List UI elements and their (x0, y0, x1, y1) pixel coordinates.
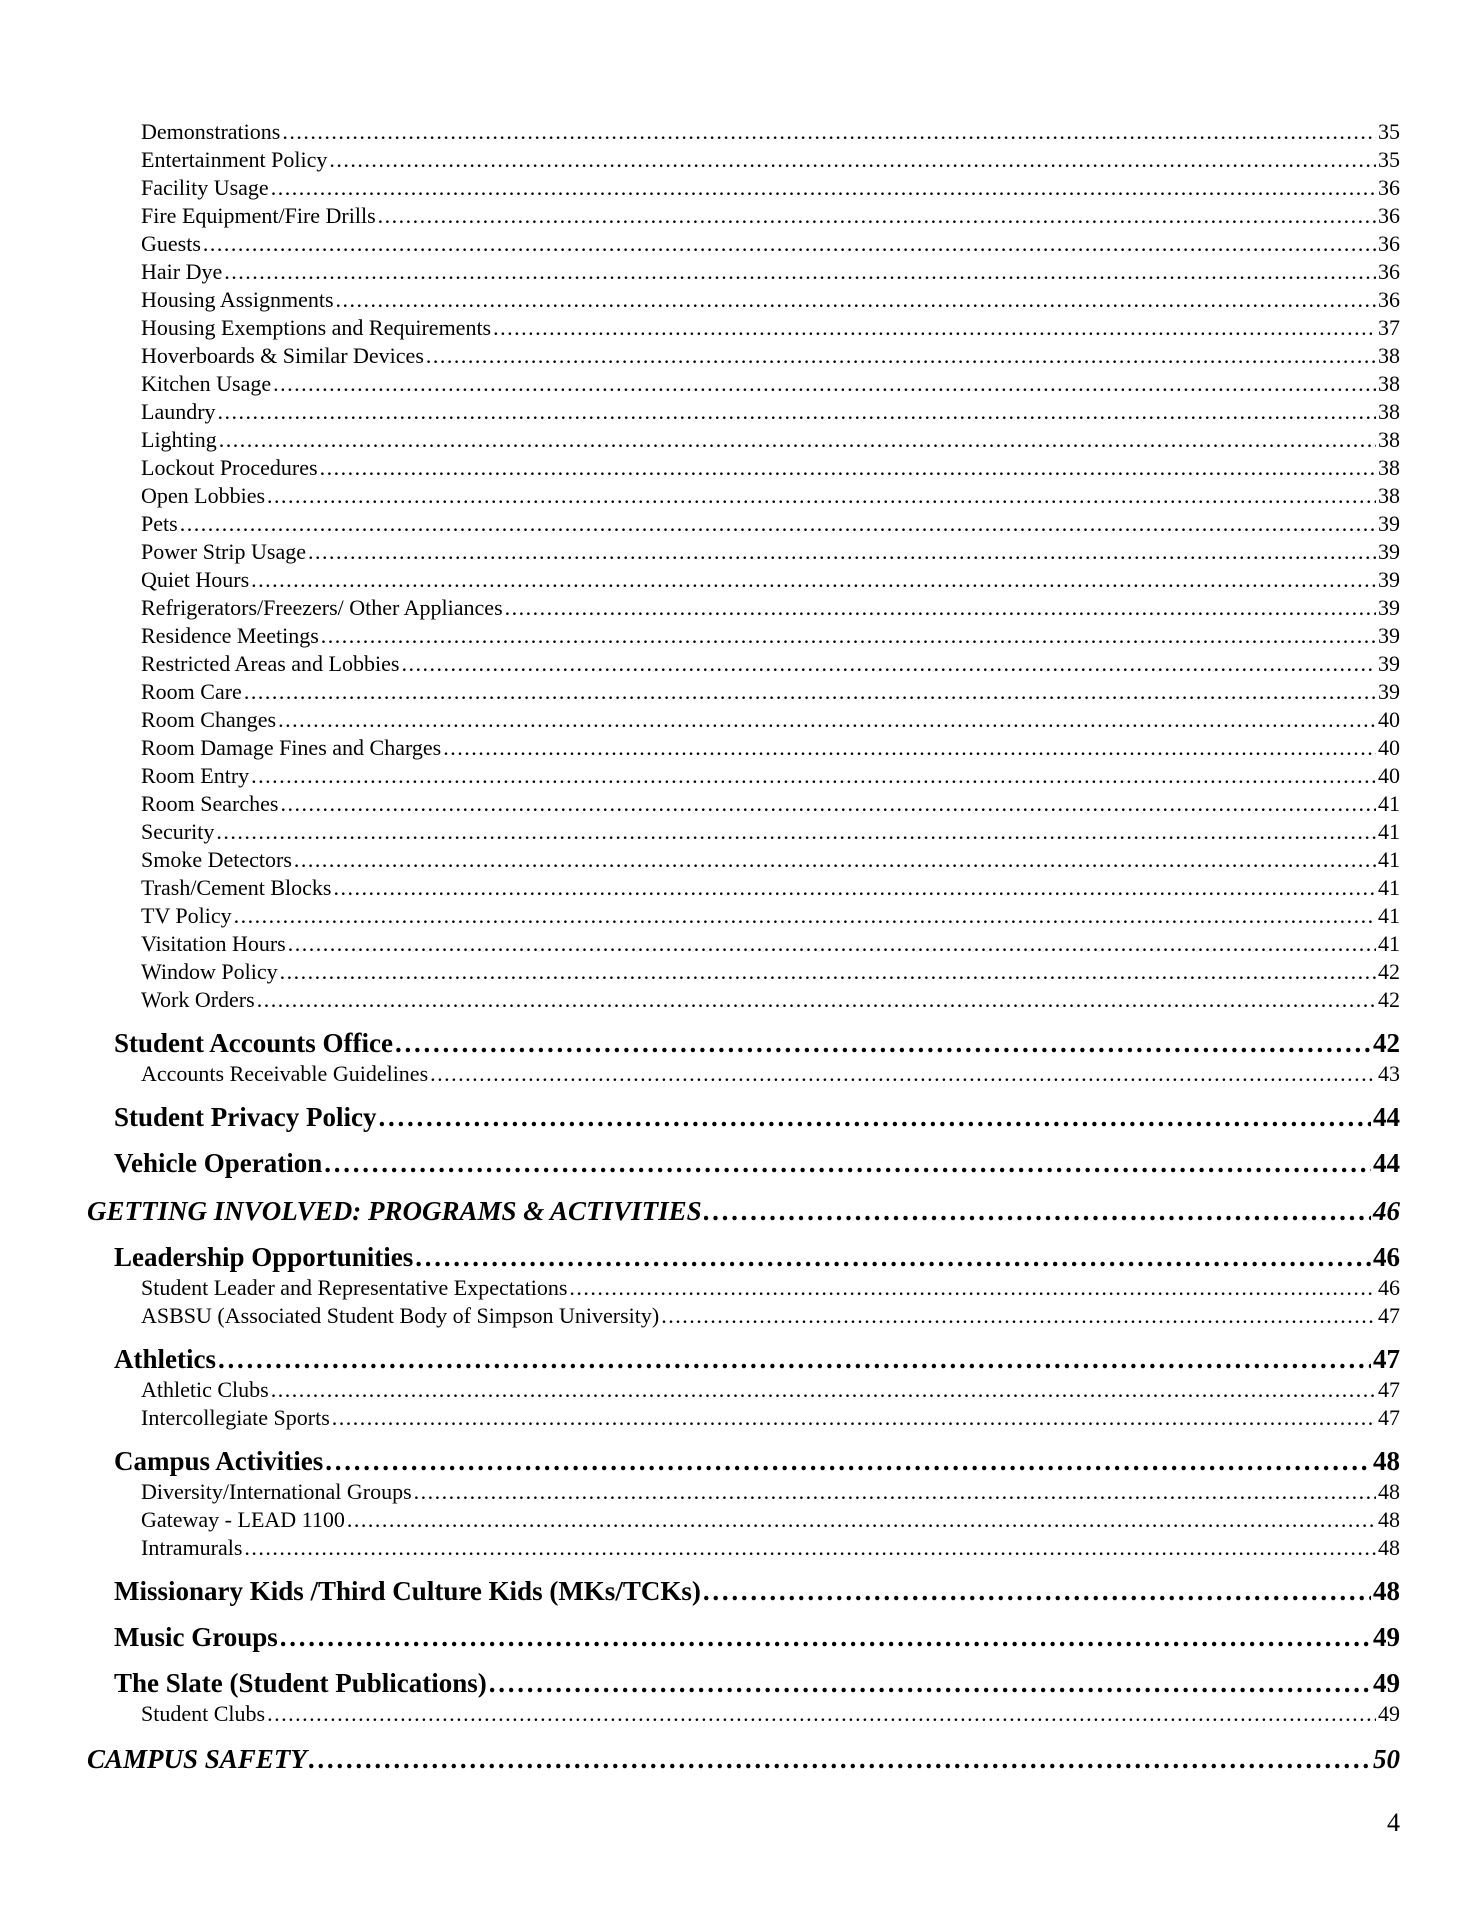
toc-subsection-heading[interactable] (0, 1342, 1484, 1376)
dot-leader (280, 1620, 1371, 1654)
dot-leader (288, 930, 1376, 958)
toc-entry-page: 48 (1373, 1446, 1400, 1476)
dot-leader (320, 454, 1376, 482)
toc-entry-title: Gateway - LEAD 1100 (141, 1507, 345, 1532)
toc-entry[interactable] (0, 538, 1484, 566)
toc-entry[interactable] (0, 622, 1484, 650)
toc-entry[interactable] (0, 930, 1484, 958)
dot-leader (278, 706, 1376, 734)
toc-entry[interactable] (0, 1700, 1484, 1728)
toc-entry-title: Visitation Hours (141, 931, 286, 956)
toc-entry[interactable] (0, 1506, 1484, 1534)
toc-entry-page: 43 (1378, 1061, 1400, 1086)
toc-entry-page: 41 (1378, 903, 1400, 928)
toc-entry[interactable] (0, 818, 1484, 846)
toc-entry-page: 47 (1378, 1377, 1400, 1402)
dot-leader (219, 426, 1376, 454)
page-number: 4 (1387, 1808, 1400, 1837)
dot-leader (569, 1274, 1376, 1302)
dot-leader (325, 1444, 1371, 1478)
toc-entry-title: Accounts Receivable Guidelines (141, 1061, 429, 1086)
dot-leader (309, 1742, 1371, 1776)
toc-entry-title: Restricted Areas and Lobbies (141, 651, 400, 676)
dot-leader (251, 762, 1376, 790)
toc-entry-title: Residence Meetings (141, 623, 319, 648)
dot-leader (267, 1700, 1376, 1728)
toc-entry-title: Open Lobbies (141, 483, 266, 508)
toc-entry-page: 36 (1378, 231, 1400, 256)
toc-entry-page: 44 (1373, 1102, 1400, 1132)
toc-entry-page: 35 (1378, 147, 1400, 172)
toc-entry[interactable] (0, 230, 1484, 258)
toc-entry-page: 49 (1378, 1701, 1400, 1726)
toc-subsection-heading[interactable] (0, 1620, 1484, 1654)
toc-entry-title: Intercollegiate Sports (141, 1405, 330, 1430)
toc-subsection-heading[interactable] (0, 1026, 1484, 1060)
toc-entry-page: 38 (1378, 371, 1400, 396)
dot-leader (216, 818, 1376, 846)
toc-entry[interactable] (0, 874, 1484, 902)
toc-entry-page: 46 (1373, 1196, 1400, 1226)
toc-subsection-heading[interactable] (0, 1666, 1484, 1700)
toc-entry-page: 38 (1378, 427, 1400, 452)
toc-entry-page: 37 (1378, 315, 1400, 340)
toc-entry-title: Power Strip Usage (141, 539, 306, 564)
toc-entry[interactable] (0, 370, 1484, 398)
dot-leader (336, 286, 1376, 314)
toc-entry-title: Student Accounts Office (114, 1028, 393, 1058)
dot-leader (244, 1534, 1376, 1562)
toc-section-heading[interactable] (0, 1194, 1484, 1228)
toc-entry-title: Missionary Kids /Third Culture Kids (MKs/TCKs) (114, 1576, 701, 1606)
toc-entry-title: Smoke Detectors (141, 847, 292, 872)
toc-entry-title: Leadership Opportunities (114, 1242, 414, 1272)
toc-entry-page: 38 (1378, 455, 1400, 480)
toc-entry-title: Guests (141, 231, 201, 256)
toc-entry[interactable] (0, 902, 1484, 930)
dot-leader (661, 1302, 1376, 1330)
toc-entry[interactable] (0, 286, 1484, 314)
toc-section-heading[interactable] (0, 1742, 1484, 1776)
dot-leader (271, 1376, 1376, 1404)
dot-leader (704, 1194, 1371, 1228)
toc-entry[interactable] (0, 426, 1484, 454)
toc-entry-page: 49 (1373, 1668, 1400, 1698)
toc-entry-title: Laundry (141, 399, 216, 424)
toc-entry-page: 39 (1378, 539, 1400, 564)
toc-entry-title: Refrigerators/Freezers/ Other Appliances (141, 595, 503, 620)
toc-entry[interactable] (0, 482, 1484, 510)
toc-entry[interactable] (0, 342, 1484, 370)
toc-entry-title: Music Groups (114, 1622, 278, 1652)
toc-entry-page: 39 (1378, 651, 1400, 676)
toc-entry[interactable] (0, 314, 1484, 342)
toc-entry[interactable] (0, 1060, 1484, 1088)
toc-entry-page: 41 (1378, 875, 1400, 900)
dot-leader (273, 370, 1376, 398)
toc-entry-title: Housing Exemptions and Requirements (141, 315, 492, 340)
toc-entry-title: Student Leader and Representative Expectations (141, 1275, 568, 1300)
toc-entry-title: Diversity/International Groups (141, 1479, 412, 1504)
toc-entry[interactable] (0, 650, 1484, 678)
toc-entry-page: 48 (1378, 1479, 1400, 1504)
toc-entry[interactable] (0, 734, 1484, 762)
toc-entry-page: 46 (1378, 1275, 1400, 1300)
toc-entry[interactable] (0, 846, 1484, 874)
toc-entry-page: 48 (1378, 1507, 1400, 1532)
toc-entry-title: Facility Usage (141, 175, 269, 200)
toc-entry[interactable] (0, 1302, 1484, 1330)
dot-leader (294, 846, 1376, 874)
toc-entry-page: 50 (1373, 1744, 1400, 1774)
dot-leader (443, 734, 1376, 762)
toc-entry-page: 40 (1378, 707, 1400, 732)
toc-entry[interactable] (0, 118, 1484, 146)
toc-entry[interactable] (0, 594, 1484, 622)
toc-entry-page: 40 (1378, 735, 1400, 760)
toc-entry-page: 41 (1378, 819, 1400, 844)
dot-leader (426, 342, 1376, 370)
toc-entry[interactable] (0, 454, 1484, 482)
dot-leader (218, 398, 1376, 426)
toc-entry-title: Pets (141, 511, 178, 536)
toc-entry[interactable] (0, 1404, 1484, 1432)
toc-entry[interactable] (0, 706, 1484, 734)
dot-leader (271, 174, 1376, 202)
toc-entry-title: Room Care (141, 679, 242, 704)
toc-entry-page: 39 (1378, 511, 1400, 536)
dot-leader (244, 678, 1376, 706)
toc-entry-title: CAMPUS SAFETY (87, 1744, 307, 1774)
toc-entry-title: Lockout Procedures (141, 455, 318, 480)
dot-leader (703, 1574, 1371, 1608)
toc-entry-page: 39 (1378, 567, 1400, 592)
toc-entry-title: Student Privacy Policy (114, 1102, 377, 1132)
dot-leader (282, 118, 1376, 146)
dot-leader (332, 1404, 1376, 1432)
toc-entry-title: Room Searches (141, 791, 279, 816)
toc-entry-page: 39 (1378, 679, 1400, 704)
toc-subsection-heading[interactable] (0, 1146, 1484, 1180)
dot-leader (430, 1060, 1376, 1088)
toc-entry-page: 41 (1378, 847, 1400, 872)
toc-entry[interactable] (0, 1274, 1484, 1302)
dot-leader (218, 1342, 1371, 1376)
toc-subsection-heading[interactable] (0, 1574, 1484, 1608)
dot-leader (489, 1666, 1371, 1700)
toc-entry[interactable] (0, 1376, 1484, 1404)
toc-subsection-heading[interactable] (0, 1240, 1484, 1274)
toc-entry-title: Window Policy (141, 959, 278, 984)
toc-entry[interactable] (0, 986, 1484, 1014)
toc-entry-title: Vehicle Operation (114, 1148, 323, 1178)
dot-leader (329, 146, 1376, 174)
toc-entry-title: Room Changes (141, 707, 277, 732)
toc-entry[interactable] (0, 678, 1484, 706)
toc-entry-title: Lighting (141, 427, 217, 452)
dot-leader (401, 650, 1376, 678)
toc-entry-title: Fire Equipment/Fire Drills (141, 203, 376, 228)
dot-leader (203, 230, 1376, 258)
toc-entry-title: The Slate (Student Publications) (114, 1668, 487, 1698)
toc-entry-title: Work Orders (141, 987, 255, 1012)
dot-leader (280, 790, 1376, 818)
dot-leader (493, 314, 1376, 342)
toc-entry-title: TV Policy (141, 903, 232, 928)
toc-entry-title: Campus Activities (114, 1446, 324, 1476)
toc-entry-page: 41 (1378, 931, 1400, 956)
toc-entry-title: Intramurals (141, 1535, 243, 1560)
toc-subsection-heading[interactable] (0, 1444, 1484, 1478)
dot-leader (321, 622, 1376, 650)
toc-entry-title: Hoverboards & Similar Devices (141, 343, 424, 368)
toc-entry[interactable] (0, 762, 1484, 790)
toc-entry-page: 47 (1373, 1344, 1400, 1374)
toc-entry-page: 36 (1378, 175, 1400, 200)
dot-leader (378, 202, 1376, 230)
toc-entry-page: 38 (1378, 399, 1400, 424)
toc-entry-title: Room Entry (141, 763, 250, 788)
dot-leader (395, 1026, 1371, 1060)
toc-entry-page: 42 (1378, 987, 1400, 1012)
toc-entry[interactable] (0, 958, 1484, 986)
toc-entry-page: 49 (1373, 1622, 1400, 1652)
toc-entry-title: Entertainment Policy (141, 147, 328, 172)
dot-leader (234, 902, 1376, 930)
toc-entry-page: 36 (1378, 203, 1400, 228)
dot-leader (505, 594, 1376, 622)
toc-entry-title: Security (141, 819, 215, 844)
toc-entry-title: Hair Dye (141, 259, 223, 284)
toc-entry[interactable] (0, 790, 1484, 818)
dot-leader (180, 510, 1376, 538)
toc-entry-page: 36 (1378, 287, 1400, 312)
toc-entry-page: 47 (1378, 1405, 1400, 1430)
toc-entry-page: 39 (1378, 623, 1400, 648)
toc-entry-title: Athletic Clubs (141, 1377, 269, 1402)
dot-leader (347, 1506, 1376, 1534)
toc-entry[interactable] (0, 1534, 1484, 1562)
toc-entry-title: ASBSU (Associated Student Body of Simpson University) (141, 1303, 660, 1328)
dot-leader (267, 482, 1376, 510)
toc-entry[interactable] (0, 146, 1484, 174)
toc-entry-title: GETTING INVOLVED: PROGRAMS & ACTIVITIES (87, 1196, 702, 1226)
toc-entry-title: Kitchen Usage (141, 371, 272, 396)
dot-leader (308, 538, 1376, 566)
dot-leader (257, 986, 1376, 1014)
toc-subsection-heading[interactable] (0, 1100, 1484, 1134)
toc-entry-title: Housing Assignments (141, 287, 334, 312)
toc-entry-page: 48 (1373, 1576, 1400, 1606)
toc-entry-page: 38 (1378, 483, 1400, 508)
toc-entry[interactable] (0, 510, 1484, 538)
dot-leader (378, 1100, 1371, 1134)
toc-entry-page: 41 (1378, 791, 1400, 816)
dot-leader (414, 1478, 1376, 1506)
toc-entry-page: 38 (1378, 343, 1400, 368)
toc-entry-title: Athletics (114, 1344, 216, 1374)
toc-entry-page: 39 (1378, 595, 1400, 620)
dot-leader (324, 1146, 1371, 1180)
toc-entry[interactable] (0, 1478, 1484, 1506)
toc-entry[interactable] (0, 566, 1484, 594)
toc-entry-page: 48 (1378, 1535, 1400, 1560)
toc-entry[interactable] (0, 202, 1484, 230)
toc-entry-page: 46 (1373, 1242, 1400, 1272)
toc-entry-page: 47 (1378, 1303, 1400, 1328)
toc-entry[interactable] (0, 174, 1484, 202)
toc-entry[interactable] (0, 398, 1484, 426)
toc-entry-page: 44 (1373, 1148, 1400, 1178)
toc-entry-page: 42 (1378, 959, 1400, 984)
dot-leader (333, 874, 1376, 902)
dot-leader (224, 258, 1376, 286)
dot-leader (415, 1240, 1371, 1274)
toc-entry-page: 40 (1378, 763, 1400, 788)
toc-entry-page: 35 (1378, 119, 1400, 144)
toc-entry-title: Demonstrations (141, 119, 281, 144)
dot-leader (280, 958, 1376, 986)
toc-entry-page: 42 (1373, 1028, 1400, 1058)
toc-entry-title: Trash/Cement Blocks (141, 875, 332, 900)
toc-entry-title: Room Damage Fines and Charges (141, 735, 442, 760)
toc-entry-page: 36 (1378, 259, 1400, 284)
dot-leader (251, 566, 1376, 594)
toc-entry[interactable] (0, 258, 1484, 286)
toc-entry-title: Quiet Hours (141, 567, 250, 592)
toc-entry-title: Student Clubs (141, 1701, 266, 1726)
table-of-contents (0, 118, 1484, 1776)
